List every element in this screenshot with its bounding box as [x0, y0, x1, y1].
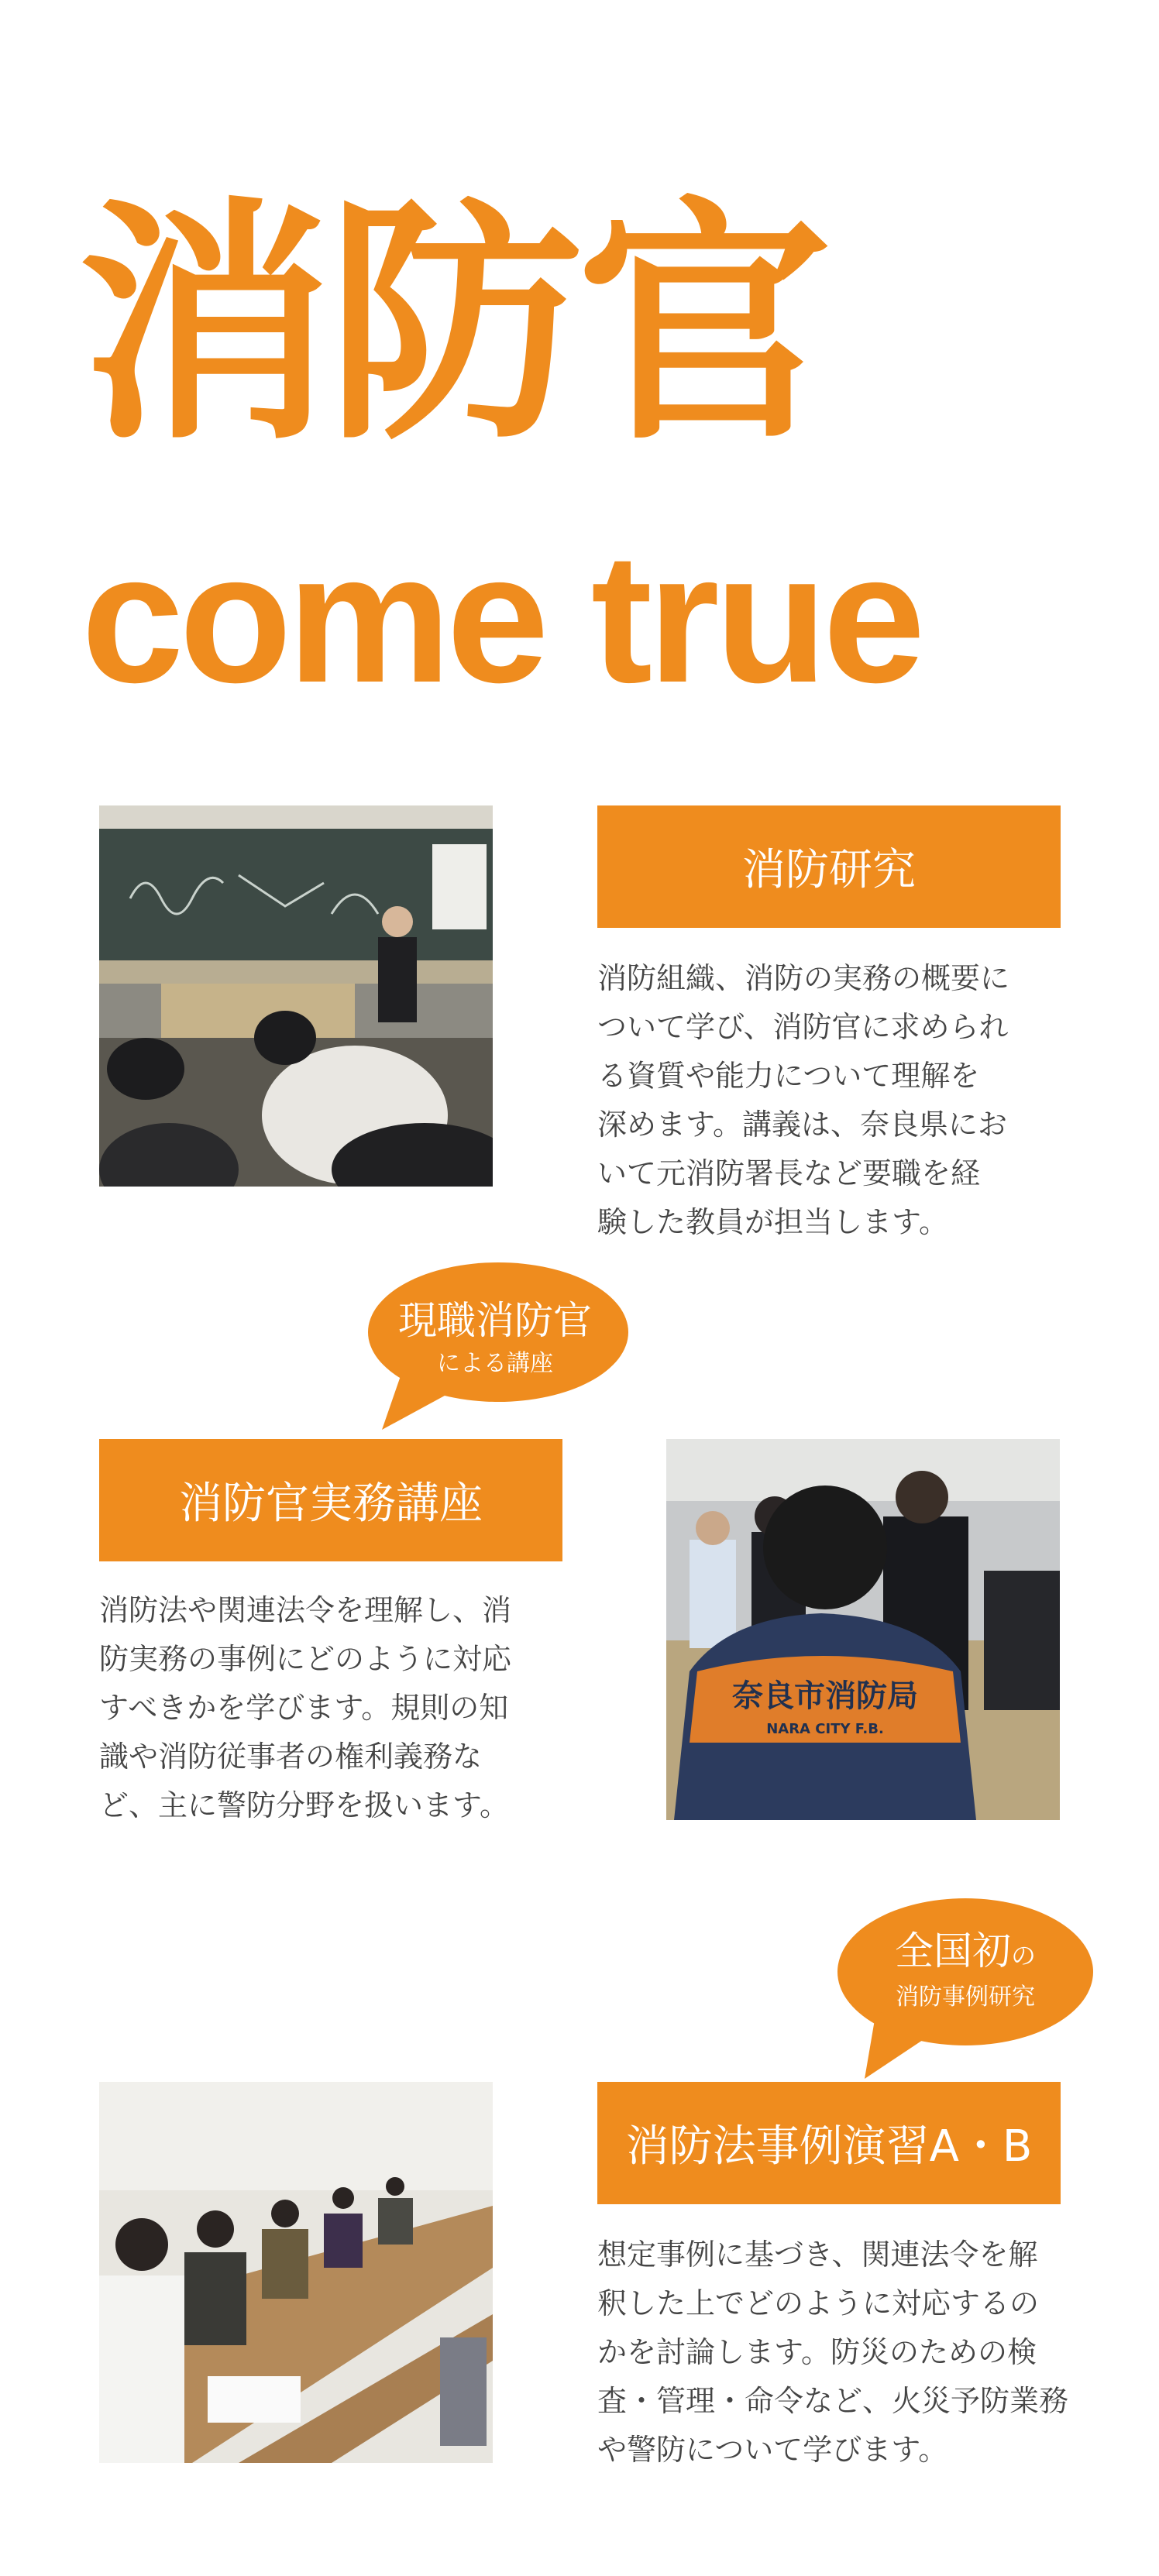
bubble-zenkoku-hatsu	[834, 1894, 1097, 2088]
section-title-shobo-kenkyu: 消防研究	[597, 805, 1061, 928]
section-body-jirei-enshu: 想定事例に基づき、関連法令を解 釈した上でどのように対応するの かを討論します。防災のための検 査・管理・命令など、火災予防業務 や警防について学びます。	[597, 2238, 1069, 2467]
bubble-genshoku-shoboukan	[360, 1261, 630, 1434]
lecture-hall-photo	[99, 805, 493, 1187]
bubble-main-suffix: の	[1010, 1941, 1036, 1970]
jacket-label: 奈良市消防局	[732, 1678, 918, 1714]
hero-title-jp: 消防官	[77, 177, 826, 474]
jacket-sub-label: NARA CITY F.B.	[766, 1721, 884, 1737]
hero-title-en: come true	[81, 516, 921, 721]
bubble-sub-text: 消防事例研究	[896, 1984, 1035, 2011]
bubble-sub-text: による講座	[437, 1350, 553, 1377]
section-title-jirei-enshu: 消防法事例演習A・B	[597, 2082, 1061, 2204]
section-body-shobo-kenkyu: 消防組織、消防の実務の概要に ついて学び、消防官に求められ る資質や能力について理解を 深めます。講義は、奈良県にお いて元消防署長など要職を経 験した教員が担当します。	[597, 961, 1010, 1239]
section-title-jitsumu-koza: 消防官実務講座	[99, 1439, 562, 1561]
section-body-jitsumu-koza: 消防法や関連法令を理解し、消 防実務の事例にどのように対応 すべきかを学びます。規則の知 識や消防従事者の権利義務な ど、主に警防分野を扱います。	[99, 1593, 512, 1822]
bubble-main-text: 全国初	[894, 1929, 1011, 1973]
seminar-room-photo	[99, 2082, 493, 2463]
firefighter-class-photo	[666, 1439, 1060, 1820]
bubble-main-text: 現職消防官	[398, 1298, 592, 1343]
